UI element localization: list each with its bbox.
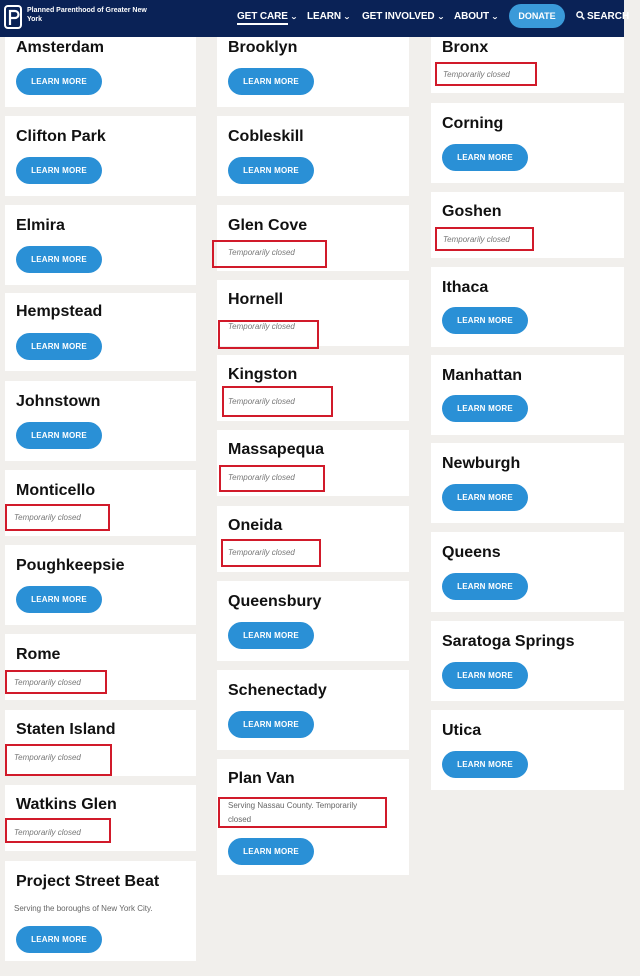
logo-icon[interactable] bbox=[4, 5, 22, 29]
location-name[interactable]: Amsterdam bbox=[16, 39, 105, 56]
search-icon bbox=[576, 11, 585, 20]
location-name[interactable]: Kingston bbox=[228, 366, 298, 383]
learn-more-button[interactable]: LEARN MORE bbox=[228, 622, 314, 649]
location-card-schenectady bbox=[217, 670, 409, 750]
status-text: Temporarily closed bbox=[14, 828, 81, 837]
status-text: Temporarily closed bbox=[228, 548, 295, 557]
nav-label: LEARN bbox=[307, 11, 341, 22]
learn-more-button[interactable]: LEARN MORE bbox=[16, 157, 102, 184]
annotation-box bbox=[222, 386, 333, 417]
annotation-box bbox=[5, 504, 110, 531]
nav-about[interactable] bbox=[454, 11, 498, 22]
location-card-johnstown bbox=[5, 381, 196, 461]
annotation-box bbox=[219, 465, 325, 492]
annotation-box bbox=[5, 744, 112, 776]
location-name[interactable]: Saratoga Springs bbox=[442, 633, 575, 650]
search-button[interactable] bbox=[576, 11, 629, 22]
annotation-box bbox=[435, 62, 537, 86]
annotation-box bbox=[218, 320, 319, 349]
search-label: SEARCH bbox=[587, 11, 630, 22]
annotation-box bbox=[5, 818, 111, 843]
status-text: Temporarily closed bbox=[443, 70, 510, 79]
learn-more-button[interactable]: LEARN MORE bbox=[16, 926, 102, 953]
donate-button[interactable]: DONATE bbox=[509, 4, 565, 28]
location-card-brooklyn bbox=[217, 37, 409, 107]
location-card-newburgh bbox=[431, 443, 624, 523]
learn-more-button[interactable]: LEARN MORE bbox=[442, 144, 528, 171]
location-card-saratoga-springs bbox=[431, 621, 624, 701]
location-name[interactable]: Newburgh bbox=[442, 455, 521, 472]
nav-get-involved[interactable] bbox=[362, 11, 443, 22]
learn-more-button[interactable]: LEARN MORE bbox=[16, 586, 102, 613]
status-text: Temporarily closed bbox=[228, 397, 295, 406]
location-name[interactable]: Project Street Beat bbox=[16, 873, 160, 890]
nav-get-care[interactable] bbox=[237, 11, 297, 22]
location-card-utica bbox=[431, 710, 624, 790]
location-name[interactable]: Bronx bbox=[442, 39, 489, 56]
location-name[interactable]: Manhattan bbox=[442, 367, 522, 384]
location-card-amsterdam bbox=[5, 37, 196, 107]
learn-more-button[interactable]: LEARN MORE bbox=[442, 484, 528, 511]
location-name[interactable]: Clifton Park bbox=[16, 128, 106, 145]
learn-more-button[interactable]: LEARN MORE bbox=[228, 711, 314, 738]
location-note: Serving the boroughs of New York City. bbox=[14, 904, 153, 913]
location-card-clifton-park bbox=[5, 116, 196, 196]
location-name[interactable]: Watkins Glen bbox=[16, 796, 117, 813]
annotation-box bbox=[218, 797, 387, 828]
status-text: Temporarily closed bbox=[228, 322, 295, 331]
location-card-elmira bbox=[5, 205, 196, 285]
status-text: Temporarily closed bbox=[14, 753, 81, 762]
annotation-box bbox=[221, 539, 321, 567]
nav-label: GET CARE bbox=[237, 11, 288, 25]
location-card-queens bbox=[431, 532, 624, 612]
location-card-project-street-beat bbox=[5, 861, 196, 961]
location-name[interactable]: Elmira bbox=[16, 217, 65, 234]
location-name[interactable]: Poughkeepsie bbox=[16, 557, 125, 574]
site-header bbox=[0, 0, 630, 37]
status-text: Temporarily closed bbox=[14, 678, 81, 687]
learn-more-button[interactable]: LEARN MORE bbox=[228, 68, 314, 95]
location-name[interactable]: Corning bbox=[442, 115, 504, 132]
annotation-box bbox=[212, 240, 327, 268]
location-name[interactable]: Goshen bbox=[442, 203, 502, 220]
location-card-corning bbox=[431, 103, 624, 183]
learn-more-button[interactable]: LEARN MORE bbox=[228, 157, 314, 184]
learn-more-button[interactable]: LEARN MORE bbox=[16, 422, 102, 449]
nav-label: GET INVOLVED bbox=[362, 11, 435, 22]
location-card-cobleskill bbox=[217, 116, 409, 196]
location-card-queensbury bbox=[217, 581, 409, 661]
location-card-poughkeepsie bbox=[5, 545, 196, 625]
location-name[interactable]: Glen Cove bbox=[228, 217, 308, 234]
location-name[interactable]: Hornell bbox=[228, 291, 284, 308]
learn-more-button[interactable]: LEARN MORE bbox=[442, 573, 528, 600]
location-name[interactable]: Queensbury bbox=[228, 593, 322, 610]
status-text: Temporarily closed bbox=[14, 513, 81, 522]
status-text: Temporarily closed bbox=[228, 473, 295, 482]
location-name[interactable]: Brooklyn bbox=[228, 39, 298, 56]
location-card-hempstead bbox=[5, 293, 196, 371]
location-name[interactable]: Monticello bbox=[16, 482, 96, 499]
learn-more-button[interactable]: LEARN MORE bbox=[442, 662, 528, 689]
learn-more-button[interactable]: LEARN MORE bbox=[16, 68, 102, 95]
location-card-ithaca bbox=[431, 267, 624, 347]
learn-more-button[interactable]: LEARN MORE bbox=[442, 751, 528, 778]
chevron-down-icon: ⌄ bbox=[343, 14, 351, 21]
location-name[interactable]: Cobleskill bbox=[228, 128, 304, 145]
learn-more-button[interactable]: LEARN MORE bbox=[228, 838, 314, 865]
location-name[interactable]: Staten Island bbox=[16, 721, 116, 738]
org-name[interactable]: Planned Parenthood of Greater New York bbox=[27, 7, 147, 23]
status-text: Temporarily closed bbox=[228, 248, 295, 257]
annotation-box bbox=[435, 227, 534, 251]
location-name[interactable]: Oneida bbox=[228, 517, 283, 534]
location-name[interactable]: Hempstead bbox=[16, 303, 103, 320]
location-card-manhattan bbox=[431, 355, 624, 435]
location-note-line-2: closed bbox=[228, 815, 252, 824]
location-name[interactable]: Queens bbox=[442, 544, 501, 561]
learn-more-button[interactable]: LEARN MORE bbox=[442, 395, 528, 422]
learn-more-button[interactable]: LEARN MORE bbox=[442, 307, 528, 334]
chevron-down-icon: ⌄ bbox=[491, 14, 499, 21]
location-name[interactable]: Johnstown bbox=[16, 393, 101, 410]
location-name[interactable]: Schenectady bbox=[228, 682, 327, 699]
chevron-down-icon: ⌄ bbox=[290, 14, 298, 21]
location-name[interactable]: Rome bbox=[16, 646, 61, 663]
learn-more-button[interactable]: LEARN MORE bbox=[16, 246, 102, 273]
chevron-down-icon: ⌄ bbox=[436, 14, 445, 21]
location-name[interactable]: Utica bbox=[442, 722, 482, 739]
status-text: Temporarily closed bbox=[443, 235, 510, 244]
location-name[interactable]: Plan Van bbox=[228, 770, 295, 787]
nav-label: ABOUT bbox=[454, 11, 490, 22]
learn-more-button[interactable]: LEARN MORE bbox=[16, 333, 102, 360]
location-note-line-1: Serving Nassau County. Temporarily bbox=[228, 801, 358, 810]
location-name[interactable]: Massapequa bbox=[228, 441, 325, 458]
nav-learn[interactable] bbox=[307, 11, 350, 22]
annotation-box bbox=[5, 670, 107, 694]
location-name[interactable]: Ithaca bbox=[442, 279, 489, 296]
